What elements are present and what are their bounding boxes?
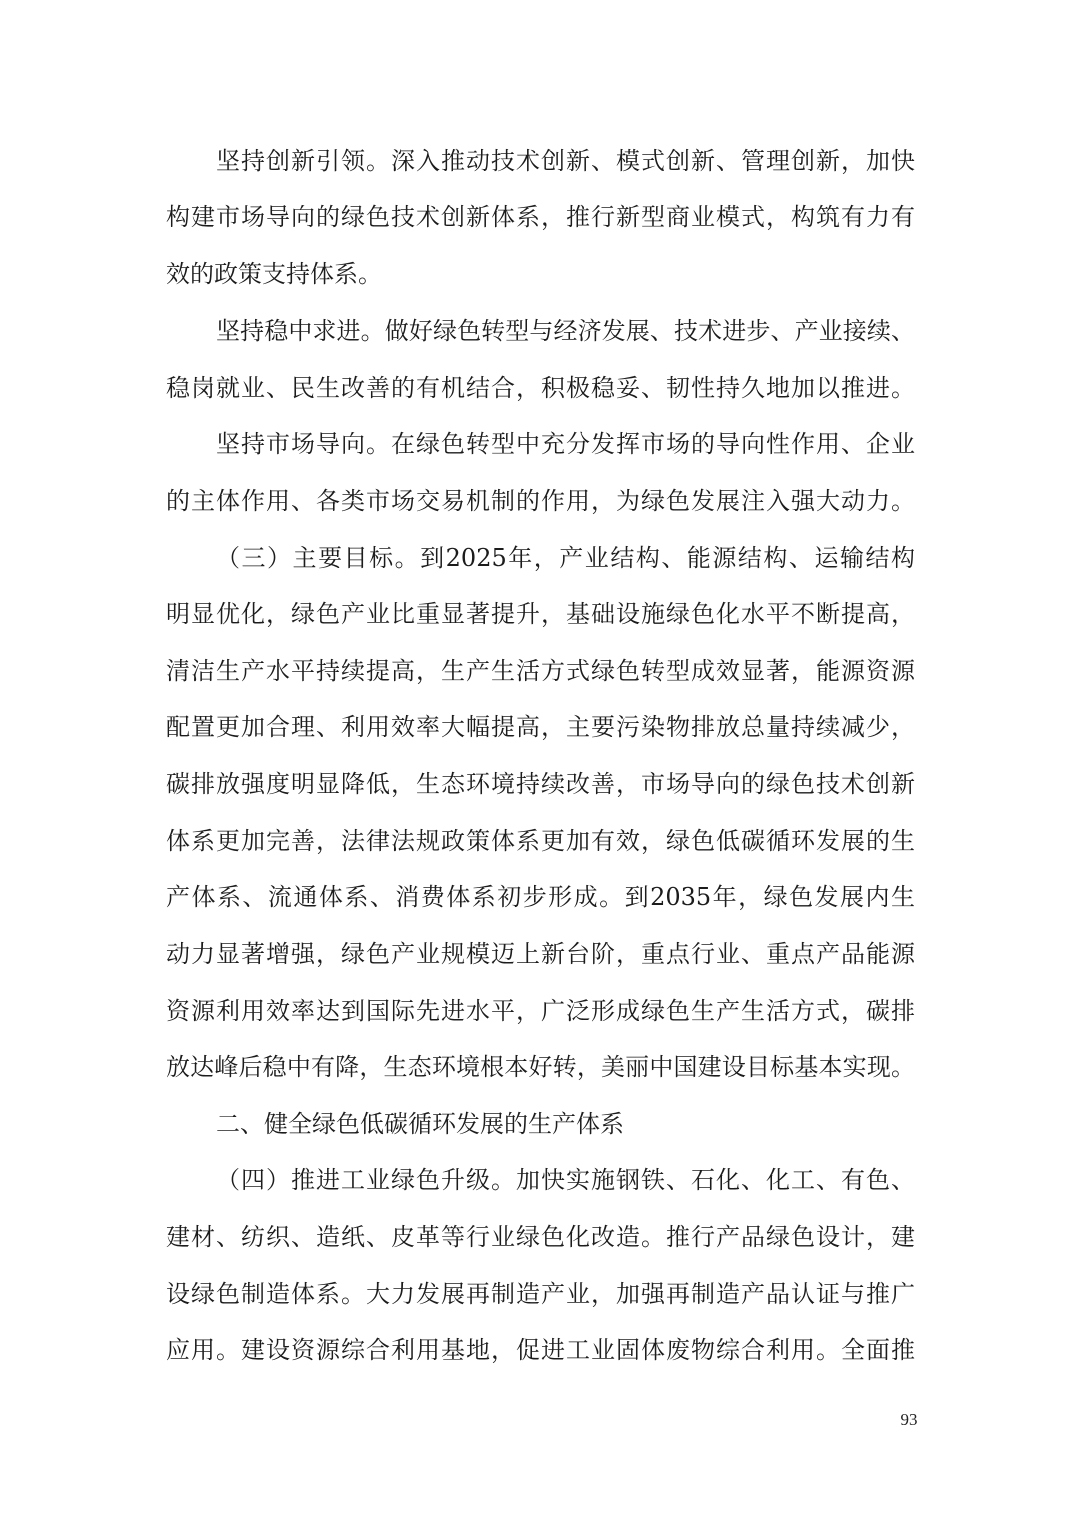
section-heading: 二、健全绿色低碳循环发展的生产体系 xyxy=(216,1110,624,1138)
text-line: 动力显著增强，绿色产业规模迈上新台阶，重点行业、重点产品能源 xyxy=(166,940,915,968)
text-line: 放达峰后稳中有降，生态环境根本好转，美丽中国建设目标基本实现。 xyxy=(166,1053,915,1081)
text-line: 明显优化，绿色产业比重显著提升，基础设施绿色化水平不断提高， xyxy=(166,600,915,628)
text-line: 效的政策支持体系。 xyxy=(166,260,382,288)
text-line: 建材、纺织、造纸、皮革等行业绿色化改造。推行产品绿色设计，建 xyxy=(166,1223,915,1251)
page-number: 93 xyxy=(900,1410,918,1429)
text-line: 坚持稳中求进。做好绿色转型与经济发展、技术进步、产业接续、 xyxy=(216,317,915,345)
text-line: 的主体作用、各类市场交易机制的作用，为绿色发展注入强大动力。 xyxy=(166,487,915,515)
text-line: 坚持创新引领。深入推动技术创新、模式创新、管理创新，加快 xyxy=(216,147,915,175)
text-line: 构建市场导向的绿色技术创新体系，推行新型商业模式，构筑有力有 xyxy=(166,203,915,231)
text-line: 应用。建设资源综合利用基地，促进工业固体废物综合利用。全面推 xyxy=(166,1336,915,1364)
text-line: 坚持市场导向。在绿色转型中充分发挥市场的导向性作用、企业 xyxy=(216,430,915,458)
text-line: 设绿色制造体系。大力发展再制造产业，加强再制造产品认证与推广 xyxy=(166,1280,915,1308)
text-line: 清洁生产水平持续提高，生产生活方式绿色转型成效显著，能源资源 xyxy=(166,657,915,685)
text-line: 碳排放强度明显降低，生态环境持续改善，市场导向的绿色技术创新 xyxy=(166,770,915,798)
text-line: 配置更加合理、利用效率大幅提高，主要污染物排放总量持续减少， xyxy=(166,713,915,741)
text-line: 资源利用效率达到国际先进水平，广泛形成绿色生产生活方式，碳排 xyxy=(166,997,915,1025)
text-line: 体系更加完善，法律法规政策体系更加有效，绿色低碳循环发展的生 xyxy=(166,827,915,855)
text-line: 产体系、流通体系、消费体系初步形成。到2035年，绿色发展内生 xyxy=(166,883,915,911)
text-line: （三）主要目标。到2025年，产业结构、能源结构、运输结构 xyxy=(216,544,915,572)
text-line: 稳岗就业、民生改善的有机结合，积极稳妥、韧性持久地加以推进。 xyxy=(166,374,915,402)
text-line: （四）推进工业绿色升级。加快实施钢铁、石化、化工、有色、 xyxy=(216,1166,915,1194)
